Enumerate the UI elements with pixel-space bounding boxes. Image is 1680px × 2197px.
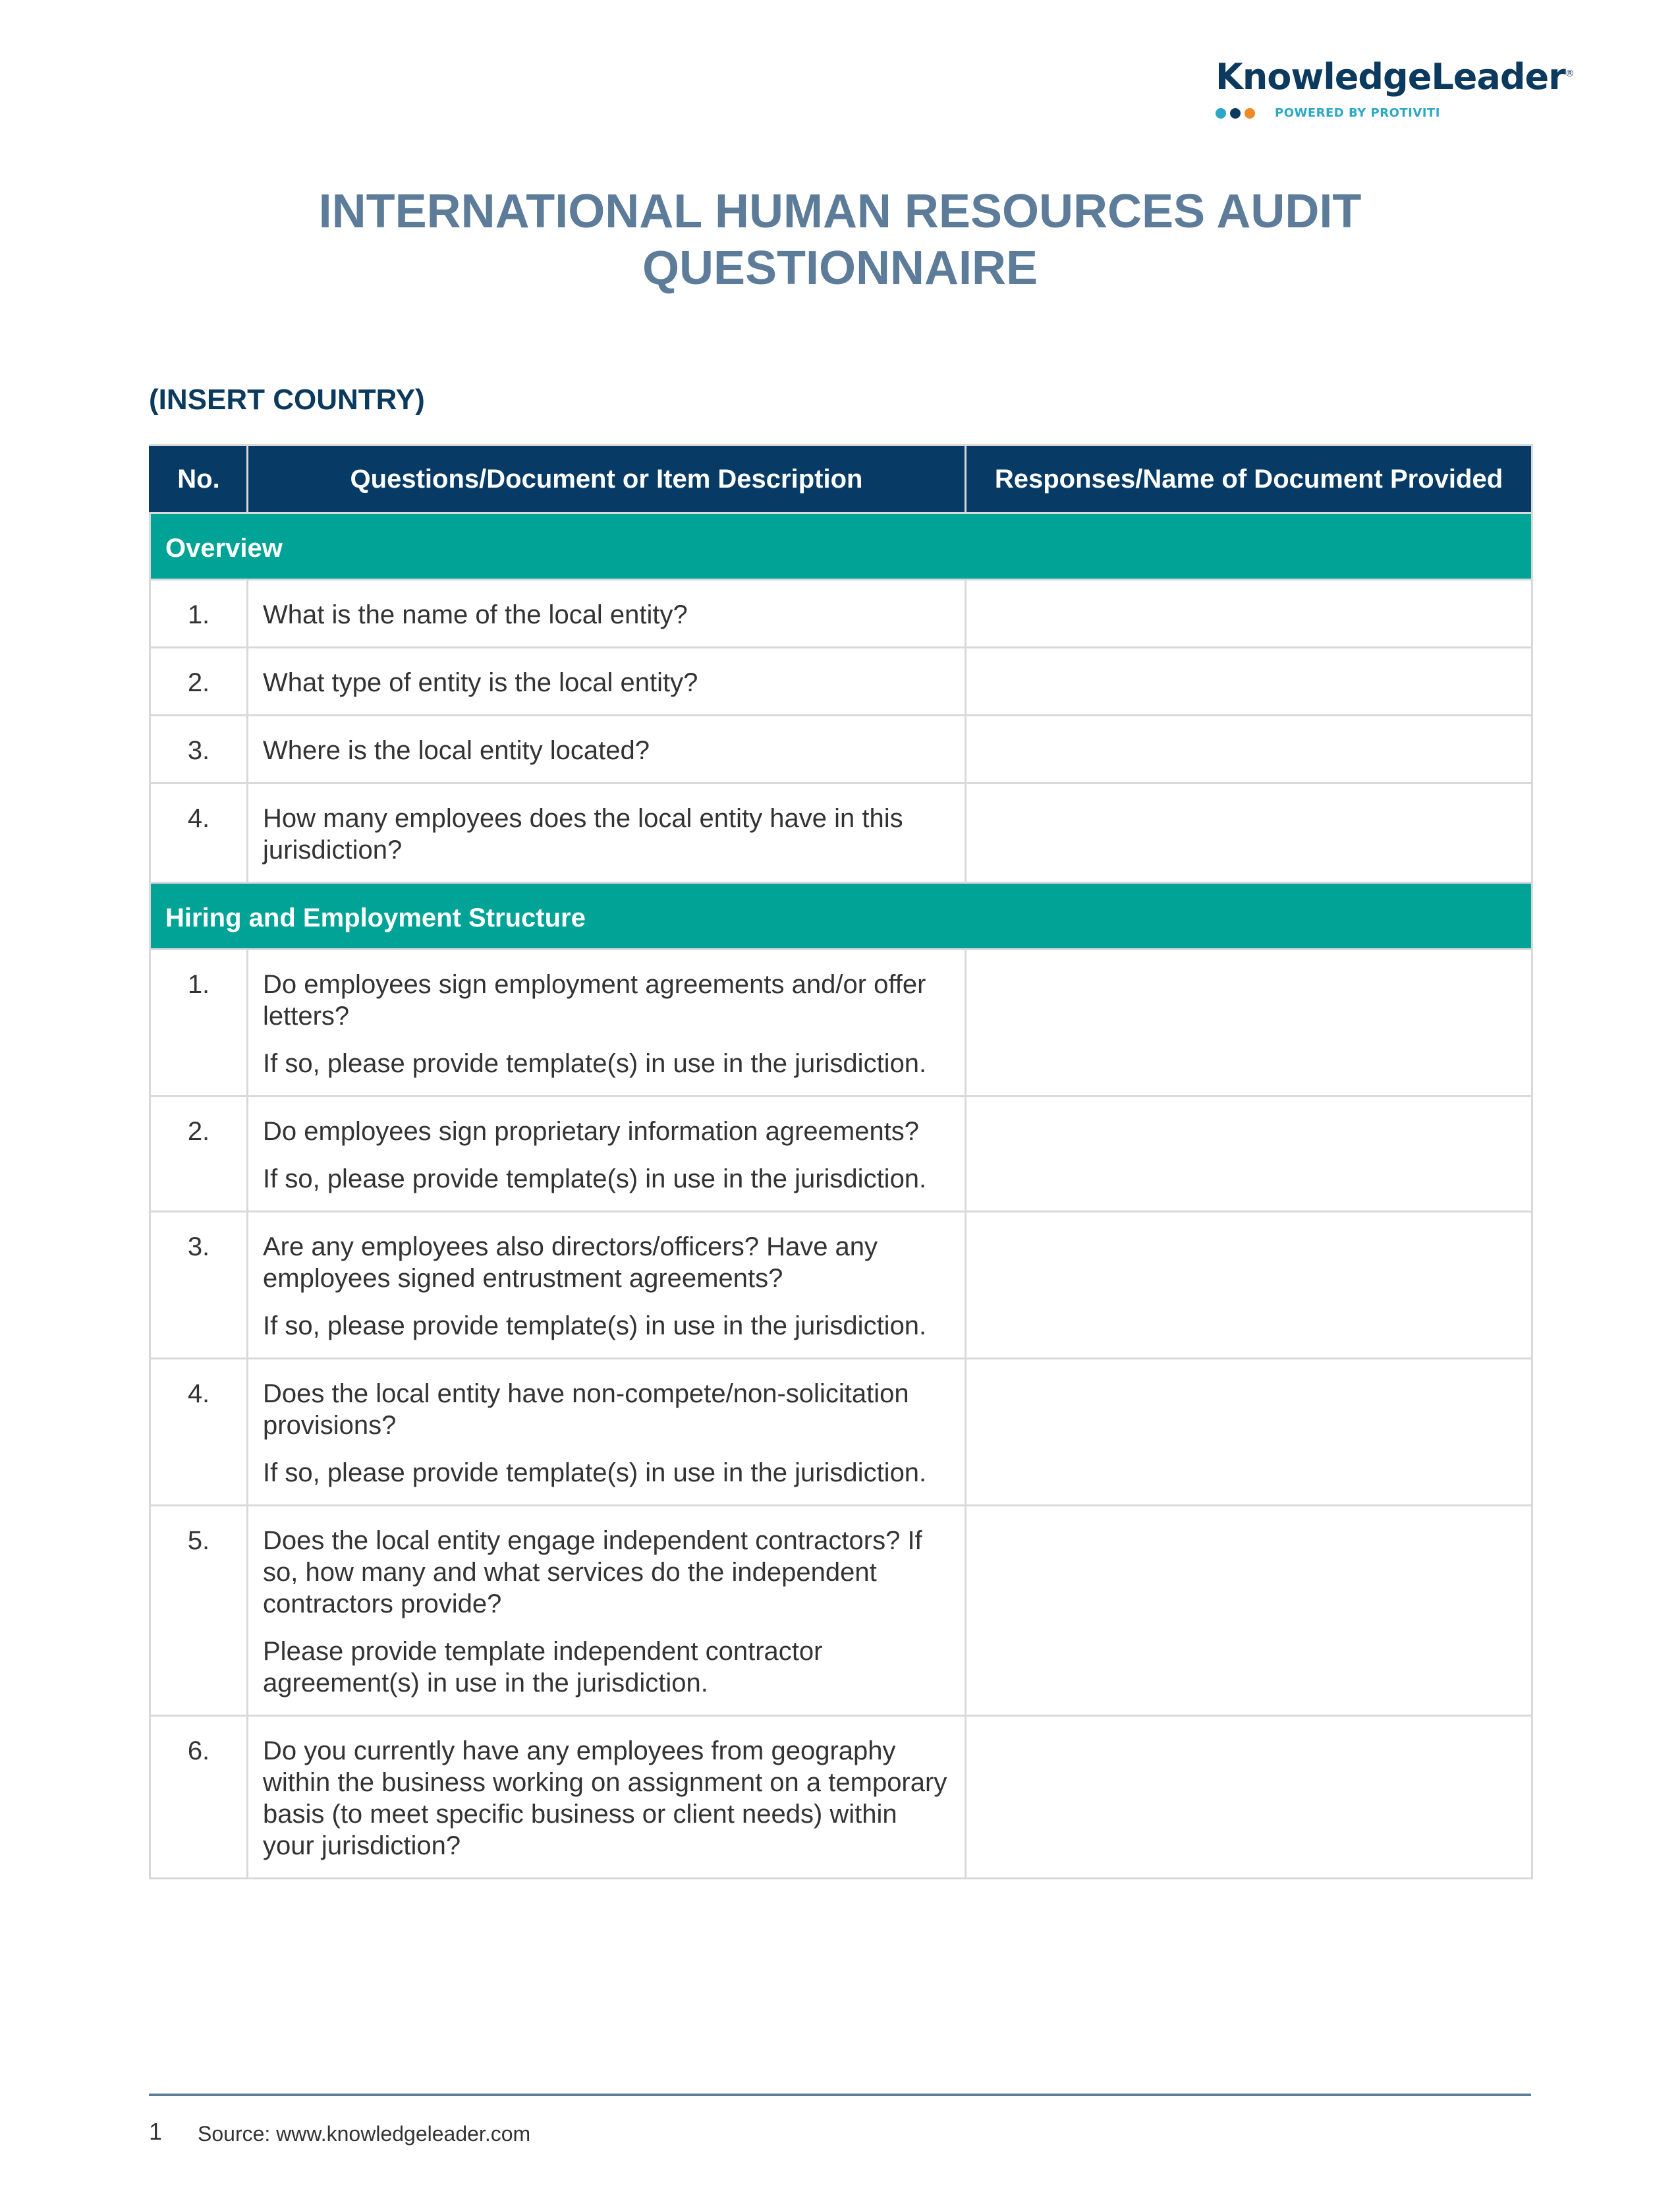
row-number: 2. (150, 648, 248, 716)
question-cell (248, 1212, 966, 1359)
knowledgeleader-logo (1216, 54, 1574, 127)
question-cell (248, 580, 966, 648)
row-number: 5. (150, 1506, 248, 1716)
logo-name: KnowledgeLeader (1216, 56, 1565, 98)
question-cell (248, 648, 966, 716)
table-header-row (150, 445, 1532, 513)
response-cell[interactable] (966, 648, 1532, 716)
question-text: Does the local entity engage independent contractors? If so, how many and what services do the independent contractors provide? (263, 1526, 922, 1618)
table-row (150, 580, 1532, 648)
question-text: Do employees sign employment agreements and/or offer letters? (263, 970, 926, 1031)
header-no: No. (150, 445, 248, 513)
question-text: What is the name of the local entity? (263, 600, 688, 629)
question-text: Do you currently have any employees from geography within the business working on assignment on a temporary basis (to meet specific business or client needs) within your jurisdiction? (263, 1736, 947, 1860)
logo-dot-teal (1216, 108, 1226, 119)
logo-tagline: POWERED BY PROTIVITI (1275, 106, 1440, 120)
question-text: Where is the local entity located? (263, 736, 650, 765)
question-note: If so, please provide template(s) in use in the jurisdiction. (263, 1458, 927, 1487)
row-number: 4. (150, 1359, 248, 1506)
response-cell[interactable] (966, 716, 1532, 784)
question-text: Do employees sign proprietary information agreements? (263, 1117, 920, 1146)
header-question: Questions/Document or Item Description (248, 445, 966, 513)
table-row (150, 648, 1532, 716)
footer-source: Source: www.knowledgeleader.com (198, 2122, 531, 2146)
page-number: 1 (149, 2118, 163, 2145)
question-cell (248, 1097, 966, 1212)
question-text: Does the local entity have non-compete/non-solicitation provisions? (263, 1379, 909, 1440)
table-row (150, 1716, 1532, 1879)
question-cell (248, 1359, 966, 1506)
table-row (150, 1359, 1532, 1506)
row-number: 2. (150, 1097, 248, 1212)
table-row (150, 1212, 1532, 1359)
question-note: If so, please provide template(s) in use in the jurisdiction. (263, 1311, 927, 1340)
header-response: Responses/Name of Document Provided (966, 445, 1532, 513)
country-placeholder: (INSERT COUNTRY) (149, 384, 425, 416)
response-cell[interactable] (966, 1212, 1532, 1359)
question-text: What type of entity is the local entity? (263, 668, 698, 697)
response-cell[interactable] (966, 580, 1532, 648)
section-title: Hiring and Employment Structure (150, 883, 1532, 950)
row-number: 4. (150, 784, 248, 883)
section-header-row (150, 513, 1532, 580)
question-note: If so, please provide template(s) in use in the jurisdiction. (263, 1049, 927, 1078)
question-cell (248, 1716, 966, 1879)
logo-reg-mark: ® (1565, 69, 1574, 79)
response-cell[interactable] (966, 1506, 1532, 1716)
response-cell[interactable] (966, 1097, 1532, 1212)
question-note: If so, please provide template(s) in use in the jurisdiction. (263, 1164, 927, 1193)
question-cell (248, 716, 966, 784)
table-row (150, 1506, 1532, 1716)
table-row (150, 950, 1532, 1097)
response-cell[interactable] (966, 950, 1532, 1097)
footer-rule (149, 2094, 1531, 2096)
row-number: 6. (150, 1716, 248, 1879)
table-row (150, 784, 1532, 883)
question-cell (248, 950, 966, 1097)
section-title: Overview (150, 513, 1532, 580)
question-note: Please provide template independent contractor agreement(s) in use in the jurisdiction. (263, 1637, 823, 1698)
row-number: 3. (150, 716, 248, 784)
logo-dot-navy (1230, 108, 1241, 119)
table-row (150, 1097, 1532, 1212)
document-title (181, 183, 1499, 297)
logo-dot-orange (1245, 108, 1255, 119)
title-line-1: INTERNATIONAL HUMAN RESOURCES AUDIT (318, 185, 1362, 238)
response-cell[interactable] (966, 1716, 1532, 1879)
section-header-row (150, 883, 1532, 950)
questionnaire-table (149, 444, 1533, 1879)
title-line-2: QUESTIONNAIRE (642, 242, 1038, 295)
row-number: 1. (150, 950, 248, 1097)
response-cell[interactable] (966, 1359, 1532, 1506)
row-number: 1. (150, 580, 248, 648)
question-text: Are any employees also directors/officers? Have any employees signed entrustment agreements? (263, 1232, 878, 1293)
question-cell (248, 784, 966, 883)
row-number: 3. (150, 1212, 248, 1359)
question-cell (248, 1506, 966, 1716)
table-row (150, 716, 1532, 784)
response-cell[interactable] (966, 784, 1532, 883)
question-text: How many employees does the local entity have in this jurisdiction? (263, 804, 903, 865)
